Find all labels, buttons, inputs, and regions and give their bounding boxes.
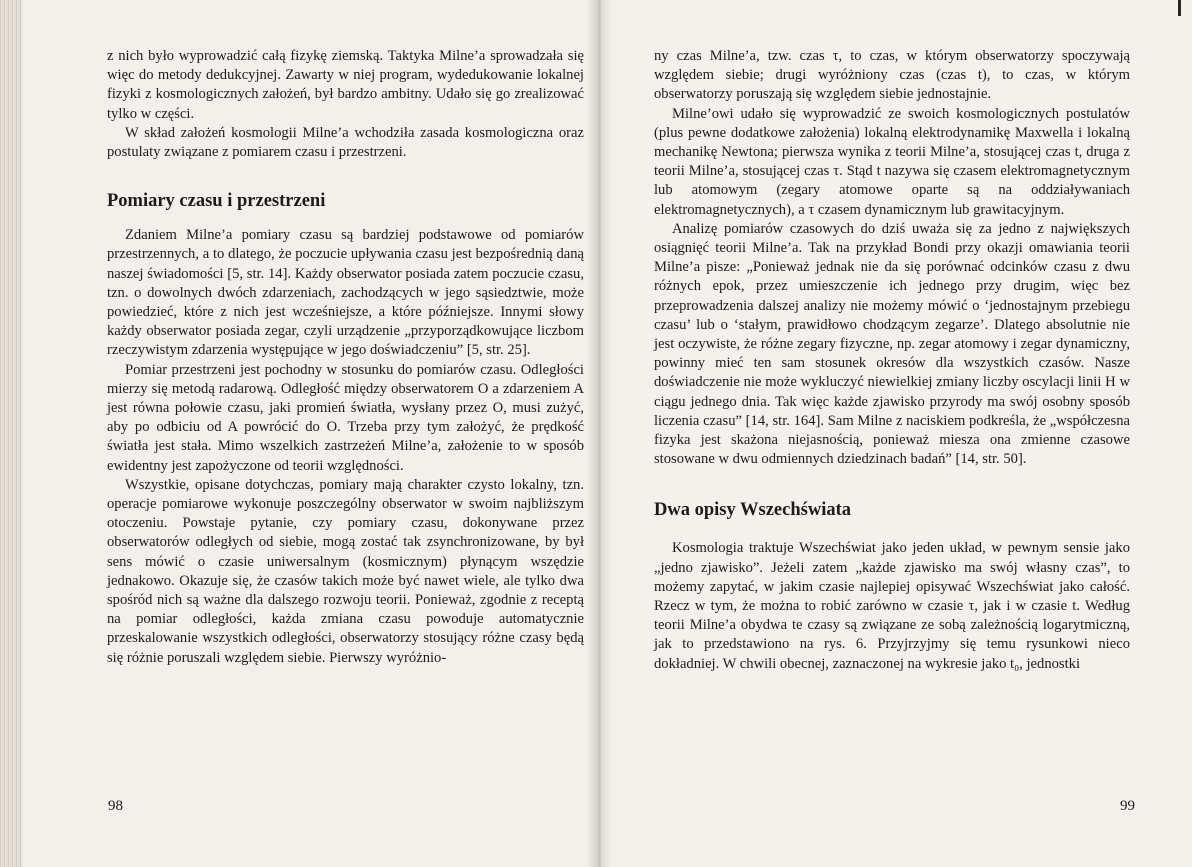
paragraph: W skład założeń kosmologii Milne’a wchodziła zasada kosmologiczna oraz postulaty związane z pomiarem czasu i przestrzeni. [107, 124, 584, 161]
right-page-text [654, 47, 1130, 674]
paragraph: Zdaniem Milne’a pomiary czasu są bardziej podstawowe od pomiarów przestrzennych, a to dlatego, że poczucie upływania czasu jest bezpośrednią daną naszej świadomości [5, str. 14]. Każdy obserwator posiada zatem poczucie czasu, tzn. o dowolnych dwóch zdarzeniach, zachodzących w jego sąsiedztwie, może powiedzieć, które z nich jest wcześniejsze, a które późniejsze. Innymi słowy każdy obserwator posiada zegar, czyli urządzenie „przyporządkowujące liczbom rzeczywistym zdarzenia występujące w jego doświadczeniu” [5, str. 25]. [107, 227, 584, 359]
page-number: 98 [108, 798, 123, 814]
section-heading: Pomiary czasu i przestrzeni [107, 191, 326, 212]
paragraph: Analizę pomiarów czasowych do dziś uważa się za jedno z największych osiągnięć teorii Milne’a. Tak na przykład Bondi przy okazji omawiania teorii Milne’a pisze: „Ponieważ jednak nie da się porównać odcinków czasu z dwu różnych epok, przez umieszczenie ich jednego przy drugim, więc bez przeprowadzenia dalszej analizy nie możemy mówić o ‘jednostajnym przebiegu czasu’ lub o ‘stałym, prawidłowo chodzącym zegarze’. Dlatego absolutnie nie jest oczywiste, że różne zegary fizyczne, np. zegar atomowy i zegar dynamiczny, powinny mieć ten sam stosunek okresów dla wszystkich czasów. Nasze doświadczenie nie może wykluczyć niewielkiej zmiany liczby oscylacji linii H w ciągu jednego dnia. Tak więc każde zjawisko przyrody ma swój osobny sposób liczenia czasu” [14, str. 164]. Sam Milne z naciskiem podkreśla, że „współczesna fizyka jest skażona niejasnością, ponieważ miesza ona zmienne czasowe stosowane w dwu odmiennych dziedzinach badań” [14, str. 50]. [654, 220, 1130, 468]
paragraph: Pomiar przestrzeni jest pochodny w stosunku do pomiarów czasu. Odległości mierzy się metodą radarową. Odległość między obserwatorem O a zdarzeniem A jest równa połowie czasu, jaki promień światła, wysłany przez O, musi zużyć, aby po odbiciu od A powrócić do O. Trzeba przy tym założyć, że prędkość światła jest stała. Mimo wszelkich zastrzeżeń Milne’a, założenie to w sposób ewidentny jest zapożyczone od teorii względności. [107, 361, 584, 474]
left-page-text [107, 47, 584, 668]
section-heading: Dwa opisy Wszechświata [654, 500, 851, 521]
paragraph: Milne’owi udało się wyprowadzić ze swoich kosmologicznych postulatów (plus pewne dodatkowe założenia) lokalną elektrodynamikę Maxwella i lokalną mechanikę Newtona; pierwsza wynika z teorii Milne’a, stosującej czas t, druga z teorii Milne’a, stosującej czas τ. Stąd t nazywa się czasem elektromagnetycznym lub atomowym (zegary atomowe oparte są na oddziaływaniach elektromagnetycznych), a τ czasem dynamicznym lub grawitacyjnym. [654, 105, 1130, 218]
paragraph: ny czas Milne’a, tzw. czas τ, to czas, w którym obserwatorzy spoczywają względem siebie; drugi wyróżniony czas (czas t), to czas, w którym obserwatorzy poruszają się względem siebie jednostajnie. [654, 48, 1130, 103]
book-page-edges [0, 0, 22, 867]
page-number: 99 [1120, 798, 1135, 814]
left-page [22, 0, 596, 867]
book-gutter-shadow [586, 0, 612, 867]
paragraph: Kosmologia traktuje Wszechświat jako jeden układ, w pewnym sensie jako „jedno zjawisko”. Jeżeli zatem „każde zjawisko ma swój własny czas”, to możemy zapytać, w jakim czasie najlepiej opisywać Wszechświat jako całość. Rzecz w tym, że można to robić zarówno w czasie τ, jak i w czasie t. Według teorii Milne’a obydwa te czasy są związane ze sobą zależnością logarytmiczną, jak to przedstawiono na rys. 6. Przyjrzyjmy się temu rysunkowi nieco dokładniej. W chwili obecnej, zaznaczonej na wykresie jako t₀, jednostki [654, 540, 1130, 672]
paragraph: Wszystkie, opisane dotychczas, pomiary mają charakter czysto lokalny, tzn. operacje pomiarowe wykonuje poszczególny obserwator w swoim najbliższym otoczeniu. Powstaje pytanie, czy pomiary czasu, dokonywane przez obserwatorów odległych od siebie, mogą zostać tak zsynchronizowane, by był sens mówić o czasie uniwersalnym (kosmicznym) płynącym wszędzie jednakowo. Okazuje się, że czasów takich może być nawet wiele, ale tylko dwa spośród nich są ważne dla dalszego rozwoju teorii. Ponieważ, zgodnie z receptą na pomiar odległości, każda zmiana czasu powoduje automatycznie przeskalowanie wszystkich odległości, obserwatorzy stosujący różne czasy będą się różnie poruszali względem siebie. Pierwszy wyróżnio- [107, 476, 584, 666]
right-page [596, 0, 1192, 867]
paragraph: z nich było wyprowadzić całą fizykę ziemską. Taktyka Milne’a sprowadzała się więc do metody dedukcyjnej. Zawarty w niej program, wydedukowanie lokalnej fizyki z kosmologicznych założeń, był bardzo ambitny. Udało się go zrealizować tylko w części. [107, 48, 584, 122]
page-corner-mark [1178, 0, 1181, 16]
